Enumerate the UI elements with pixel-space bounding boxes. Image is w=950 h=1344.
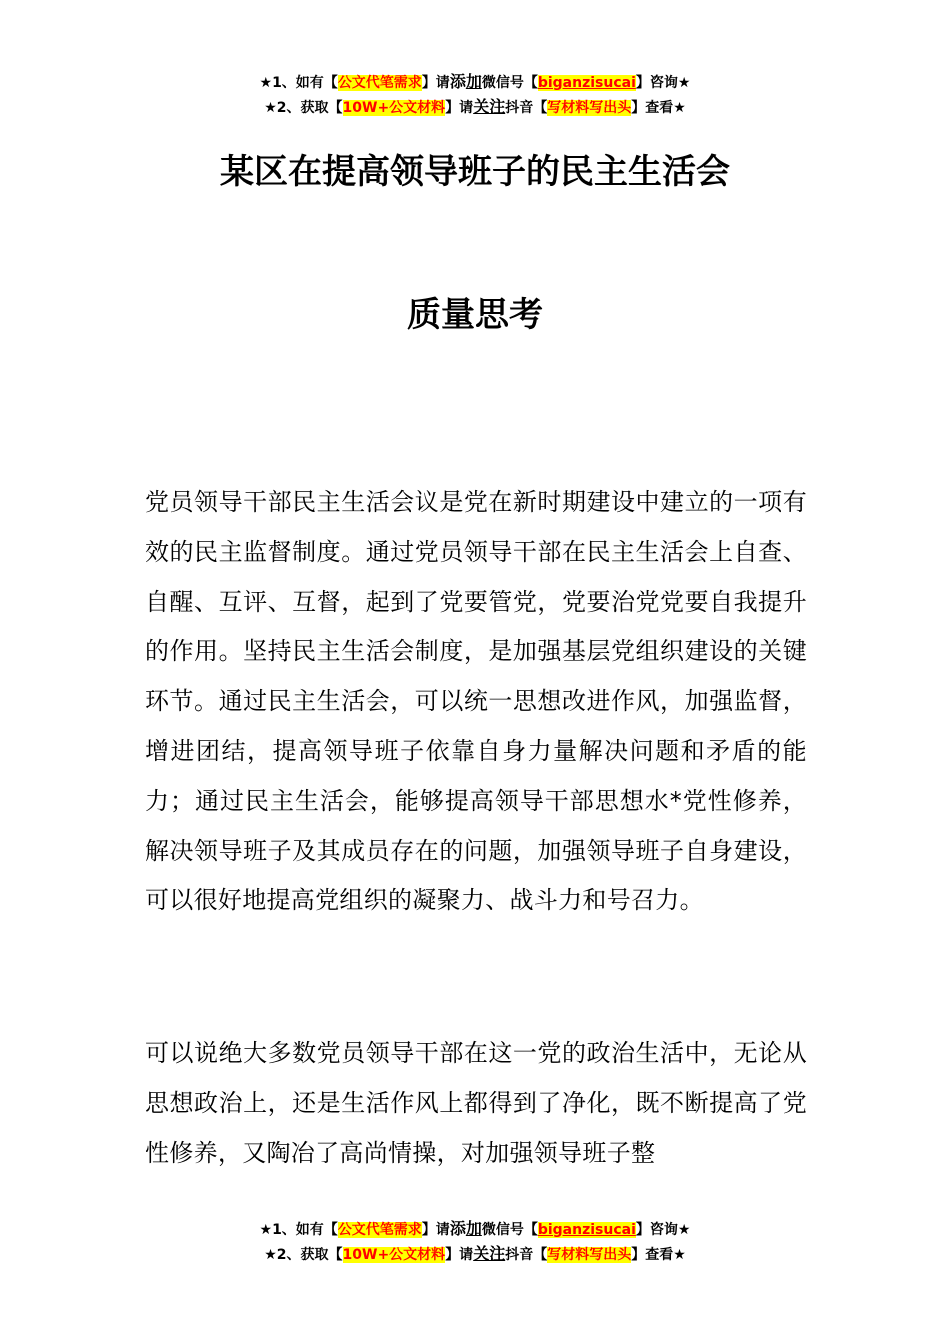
promo-line-1: ★1、如有【公文代笔需求】请添加微信号【biganzisucai】咨询★: [259, 1219, 691, 1238]
promo-highlight-douyin: 写材料写出头: [547, 1247, 632, 1263]
document-title: 某区在提高领导班子的民主生活会: [220, 152, 730, 192]
promo-highlight-ghostwriting: 公文代笔需求: [337, 1222, 422, 1238]
bottom-promo-banner: [0, 1217, 950, 1267]
top-promo-banner: [0, 70, 950, 120]
document-title-continued: 质量思考: [407, 295, 543, 335]
promo-highlight-ghostwriting: 公文代笔需求: [337, 75, 422, 91]
promo-highlight-douyin: 写材料写出头: [547, 100, 632, 116]
promo-wechat-id-link[interactable]: biganzisucai: [537, 1222, 636, 1238]
promo-highlight-materials: 10W+公文材料: [342, 1247, 446, 1263]
body-paragraph-1: 党员领导干部民主生活会议是党在新时期建设中建立的一项有效的民主监督制度。通过党员领导干部在民主生活会上自查、自醒、互评、互督，起到了党要管党，党要治党党要自我提升的作用。坚持民主生活会制度，是加强基层党组织建设的关键环节。通过民主生活会，可以统一思想改进作风，加强监督，增进团结，提高领导班子依靠自身力量解决问题和矛盾的能力；通过民主生活会，能够提高领导干部思想水*党性修养，解决领导班子及其成员存在的问题，加强领导班子自身建设，可以很好地提高党组织的凝聚力、战斗力和号召力。: [145, 488, 807, 915]
promo-line-2: ★2、获取【10W+公文材料】请关注抖音【写材料写出头】查看★: [264, 97, 686, 116]
promo-highlight-materials: 10W+公文材料: [342, 100, 446, 116]
promo-line-1: ★1、如有【公文代笔需求】请添加微信号【biganzisucai】咨询★: [259, 72, 691, 91]
promo-wechat-id-link[interactable]: biganzisucai: [537, 75, 636, 91]
body-paragraph-2: 可以说绝大多数党员领导干部在这一党的政治生活中，无论从思想政治上，还是生活作风上都得到了净化，既不断提高了党性修养，又陶冶了高尚情操，对加强领导班子整: [145, 1039, 807, 1167]
promo-line-2: ★2、获取【10W+公文材料】请关注抖音【写材料写出头】查看★: [264, 1244, 686, 1263]
